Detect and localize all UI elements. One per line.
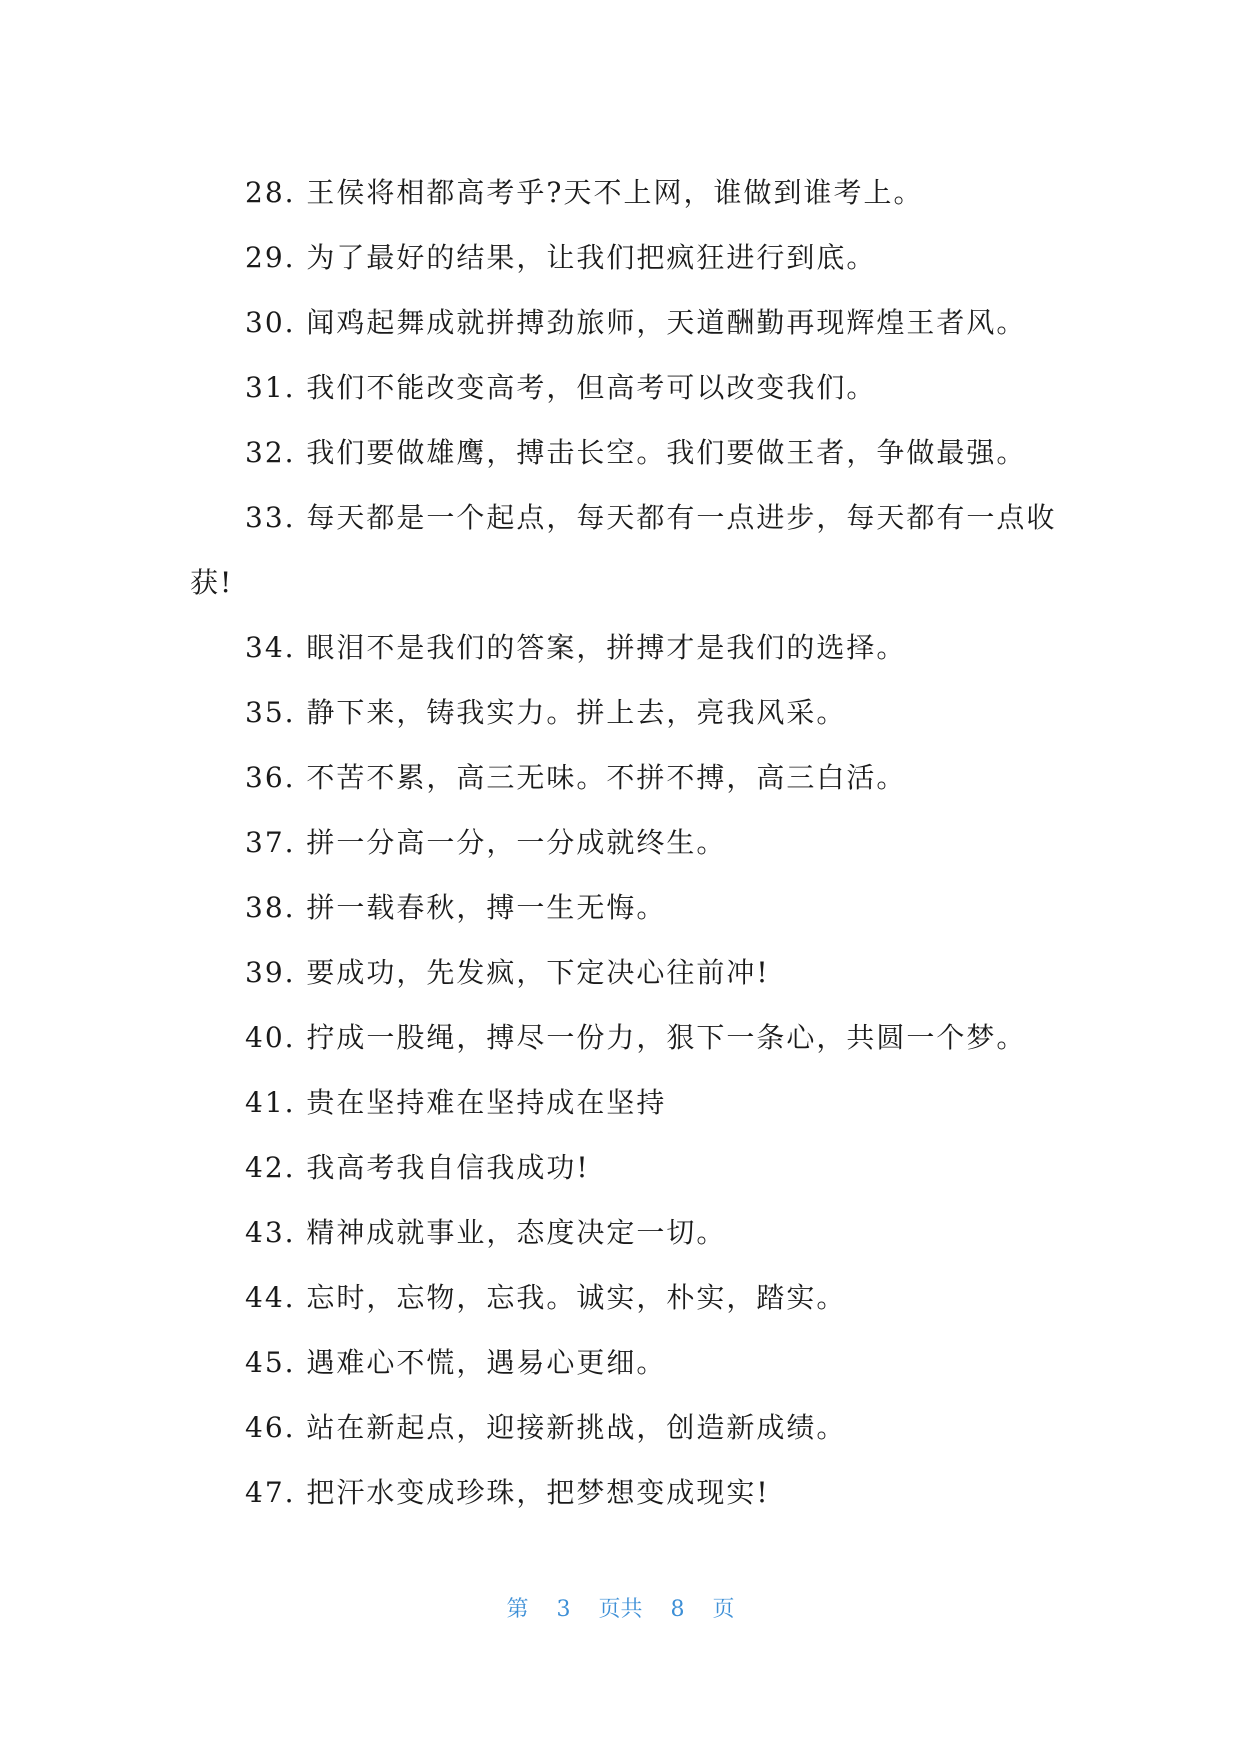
list-item: 41. 贵在坚持难在坚持成在坚持 xyxy=(245,1086,667,1119)
footer-current-page: 3 xyxy=(556,1597,571,1622)
list-item: 38. 拼一载春秋，搏一生无悔。 xyxy=(245,891,667,924)
list-item: 37. 拼一分高一分，一分成就终生。 xyxy=(245,826,727,859)
list-item: 39. 要成功，先发疯，下定决心往前冲! xyxy=(245,956,770,989)
list-item: 42. 我高考我自信我成功! xyxy=(245,1151,590,1184)
list-item: 30. 闻鸡起舞成就拼搏劲旅师，天道酬勤再现辉煌王者风。 xyxy=(245,306,1027,339)
list-item: 44. 忘时，忘物，忘我。诚实，朴实，踏实。 xyxy=(245,1281,847,1314)
footer-suffix: 页 xyxy=(712,1597,735,1622)
list-item: 40. 拧成一股绳，搏尽一份力，狠下一条心，共圆一个梦。 xyxy=(245,1021,1027,1054)
footer-middle: 页共 xyxy=(598,1597,643,1622)
footer-prefix: 第 xyxy=(506,1597,529,1622)
list-item: 32. 我们要做雄鹰，搏击长空。我们要做王者，争做最强。 xyxy=(245,436,1027,469)
list-item: 43. 精神成就事业，态度决定一切。 xyxy=(245,1216,727,1249)
list-item: 28. 王侯将相都高考乎?天不上网，谁做到谁考上。 xyxy=(245,176,924,209)
list-item: 45. 遇难心不慌，遇易心更细。 xyxy=(245,1346,667,1379)
list-item: 47. 把汗水变成珍珠，把梦想变成现实! xyxy=(245,1476,770,1509)
list-item: 29. 为了最好的结果，让我们把疯狂进行到底。 xyxy=(245,241,877,274)
document-body xyxy=(190,160,1057,1525)
list-item: 34. 眼泪不是我们的答案，拼搏才是我们的选择。 xyxy=(245,631,907,664)
list-item: 36. 不苦不累，高三无味。不拼不搏，高三白活。 xyxy=(245,761,907,794)
footer-total-pages: 8 xyxy=(670,1597,685,1622)
page-footer xyxy=(0,1592,1241,1623)
list-item: 31. 我们不能改变高考，但高考可以改变我们。 xyxy=(245,371,877,404)
list-item-continuation: 获! xyxy=(190,566,234,599)
list-item: 35. 静下来，铸我实力。拼上去，亮我风采。 xyxy=(245,696,847,729)
list-item: 33. 每天都是一个起点，每天都有一点进步，每天都有一点收 xyxy=(245,501,1057,534)
list-item: 46. 站在新起点，迎接新挑战，创造新成绩。 xyxy=(245,1411,847,1444)
